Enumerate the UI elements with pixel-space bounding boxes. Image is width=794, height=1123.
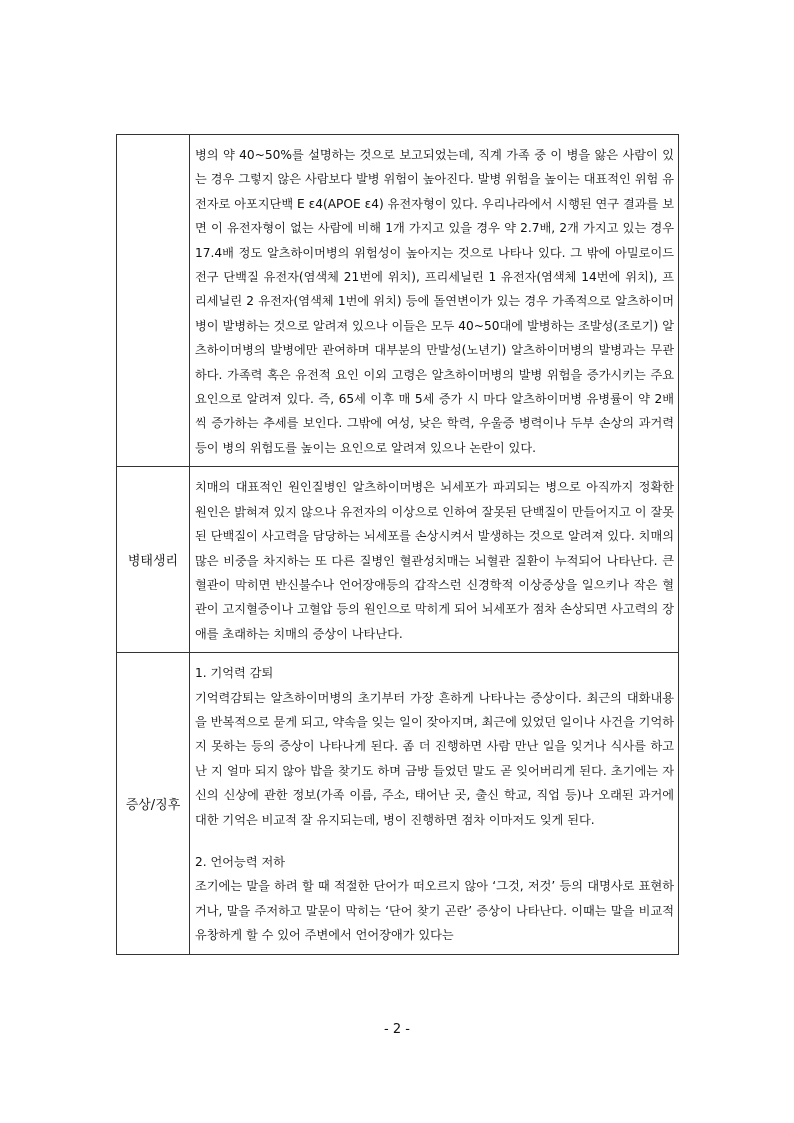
- row-label-pathophysiology: 병태생리: [117, 467, 190, 653]
- table-row: [117, 653, 679, 954]
- row-content: [190, 467, 679, 653]
- risk-factors-paragraph: 병의 약 40~50%를 설명하는 것으로 보고되었는데, 직계 가족 중 이 병을 앓은 사람이 있는 경우 그렇지 않은 사람보다 발병 위험이 높아진다. 발병 위험을 높이는 대표적인 위험 유전자로 아포지단백 E ε4(APOE ε4) 유전자형이 있다. 우리나라에서 시행된 연구 결과를 보면 이 유전자형이 없는 사람에 비해 1개 가지고 있을 경우 약 2.7배, 2개 가지고 있는 경우 17.4배 정도 알츠하이머병의 위험성이 높아지는 것으로 나타나 있다. 그 밖에 아밀로이드 전구 단백질 유전자(염색체 21번에 위치), 프리세닐린 1 유전자(염색체 14번에 위치), 프리세닐린 2 유전자(염색체 1번에 위치) 등에 돌연변이가 있는 경우 가족적으로 알츠하이머병이 발병하는 것으로 알려져 있으나 이들은 모두 40~50대에 발병하는 조발성(조로기) 알츠하이머병의 발병에만 관여하며 대부분의 만발성(노년기) 알츠하이머병의 발병과는 무관하다. 가족력 혹은 유전적 요인 이외 고령은 알츠하이머병의 발병 위험을 증가시키는 주요 요인으로 알려져 있다. 즉, 65세 이후 매 5세 증가 시 마다 알츠하이머병 유병률이 약 2배씩 증가하는 추세를 보인다. 그밖에 여성, 낮은 학력, 우울증 병력이나 두부 손상의 과거력 등이 병의 위험도를 높이는 요인으로 알려져 있으나 논란이 있다.: [195, 148, 674, 455]
- content-table: [116, 134, 679, 955]
- section-spacer: [195, 832, 674, 850]
- memory-decline-paragraph: 기억력감퇴는 알츠하이머병의 초기부터 가장 흔하게 나타나는 증상이다. 최근의 대화내용을 반복적으로 묻게 되고, 약속을 잊는 일이 잦아지며, 최근에 있었던 일이나 사건을 기억하지 못하는 등의 증상이 나타나게 된다. 좀 더 진행하면 사람 만난 일을 잊거나 식사를 하고 난 지 얼마 되지 않아 밥을 찾기도 하며 금방 들었던 말도 곧 잊어버리게 된다. 초기에는 자신의 신상에 관한 정보(가족 이름, 주소, 태어난 곳, 출신 학교, 직업 등)나 오래된 과거에 대한 기억은 비교적 잘 유지되는데, 병이 진행하면 점차 이마저도 잊게 된다.: [195, 690, 674, 827]
- pathophysiology-paragraph: 치매의 대표적인 원인질병인 알츠하이머병은 뇌세포가 파괴되는 병으로 아직까지 정확한 원인은 밝혀져 있지 않으나 유전자의 이상으로 인하여 잘못된 단백질이 만들어지고 이 잘못된 단백질이 사고력을 담당하는 뇌세포를 손상시켜서 발생하는 것으로 알려져 있다. 치매의 많은 비중을 차지하는 또 다른 질병인 혈관성치매는 뇌혈관 질환이 누적되어 나타난다. 큰 혈관이 막히면 반신불수나 언어장애등의 갑작스런 신경학적 이상증상을 일으키나 작은 혈관이 고지혈증이나 고혈압 등의 원인으로 막히게 되어 뇌세포가 점차 손상되면 사고력의 장애를 초래하는 치매의 증상이 나타난다.: [195, 480, 674, 641]
- section-heading-memory: 1. 기억력 감퇴: [195, 666, 274, 681]
- row-label: [117, 135, 190, 467]
- row-content: [190, 135, 679, 467]
- table-row: [117, 135, 679, 467]
- row-label-symptoms: 증상/징후: [117, 653, 190, 954]
- language-decline-paragraph: 조기에는 말을 하려 할 때 적절한 단어가 떠오르지 않아 ‘그것, 저것’ 등의 대명사로 표현하거나, 말을 주저하고 말문이 막히는 ‘단어 찾기 곤란’ 증상이 나타난다. 이때는 말을 비교적 유창하게 할 수 있어 주변에서 언어장애가 있다는: [195, 879, 674, 943]
- table-row: [117, 467, 679, 653]
- row-content: [190, 653, 679, 954]
- page-number: - 2 -: [384, 1022, 410, 1037]
- section-heading-language: 2. 언어능력 저하: [195, 854, 286, 869]
